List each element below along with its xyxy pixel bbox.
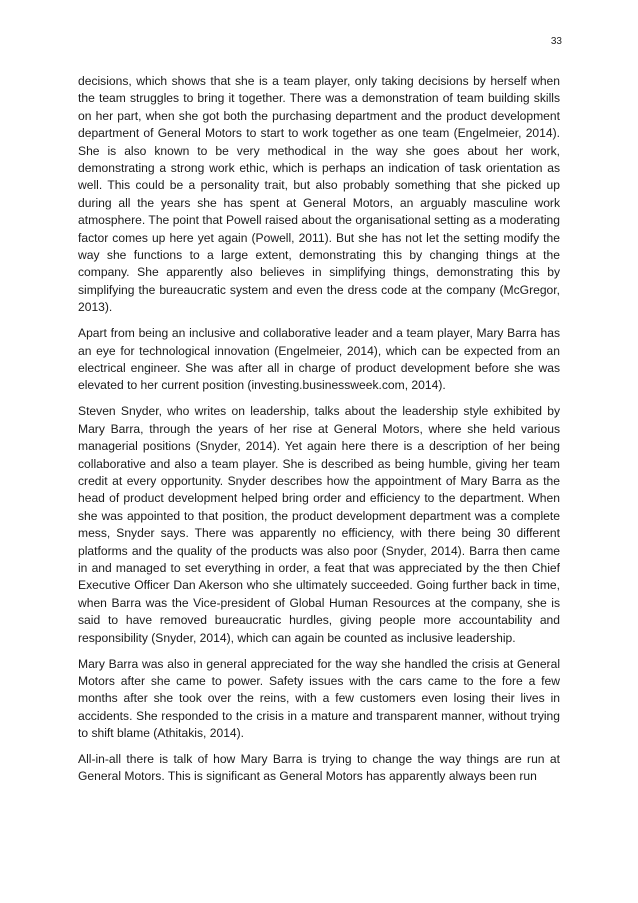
paragraph-1: decisions, which shows that she is a team player, only taking decisions by herself when the team struggles to bring it together. There was a demonstration of team building skills on her part, when she got both the purchasing department and the product development department of General Motors to start to work together as one team (Engelmeier, 2014). She is also known to be very methodical in the way she goes about her work, demonstrating a strong work ethic, which is perhaps an indication of task orientation as well. This could be a personality trait, but also probably something that she picked up during all the years she has spent at General Motors, an arguably masculine work atmosphere. The point that Powell raised about the organisational setting as a moderating factor comes up here yet again (Powell, 2011). But she has not let the setting modify the way she functions to a large extent, demonstrating this by changing things at the company. She apparently also believes in simplifying things, demonstrating this by simplifying the bureaucratic system and even the dress code at the company (McGregor, 2013). xyxy=(78,74,560,315)
page-number: 33 xyxy=(550,36,562,47)
paragraph-5: All-in-all there is talk of how Mary Barra is trying to change the way things are run at General Motors. This is significant as General Motors has apparently always been run xyxy=(78,752,560,784)
paragraph-2: Apart from being an inclusive and collaborative leader and a team player, Mary Barra has an eye for technological innovation (Engelmeier, 2014), which can be expected from an electrical engineer. She was after all in charge of product development before she was elevated to her current position (investing.businessweek.com, 2014). xyxy=(78,326,560,393)
paragraph-4: Mary Barra was also in general appreciated for the way she handled the crisis at General Motors after she came to power. Safety issues with the cars came to the fore a few months after she took over the reins, with a few customers even losing their lives in accidents. She responded to the crisis in a mature and transparent manner, without trying to shift blame (Athitakis, 2014). xyxy=(78,656,560,741)
paragraph-3: Steven Snyder, who writes on leadership, talks about the leadership style exhibited by Mary Barra, through the years of her rise at General Motors, where she held various managerial positions (Snyder, 2014). Yet again here there is a description of her being collaborative and also a team player. She is described as being humble, giving her team credit at every opportunity. Snyder describes how the appointment of Mary Barra as the head of product development helped bring order and efficiency to the department. When she was appointed to that position, the product development department was a complete mess, Snyder says. There was apparently no efficiency, with there being 30 different platforms and the quality of the products was also poor (Snyder, 2014). Barra then came in and managed to set everything in order, a feat that was appreciated by the then Chief Executive Officer Dan Akerson who she ultimately succeeded. Going further back in time, when Barra was the Vice-president of Global Human Resources at the company, she is said to have removed bureaucratic hurdles, giving people more accountability and responsibility (Snyder, 2014), which can again be counted as inclusive leadership. xyxy=(78,404,560,645)
body-text xyxy=(78,73,560,794)
